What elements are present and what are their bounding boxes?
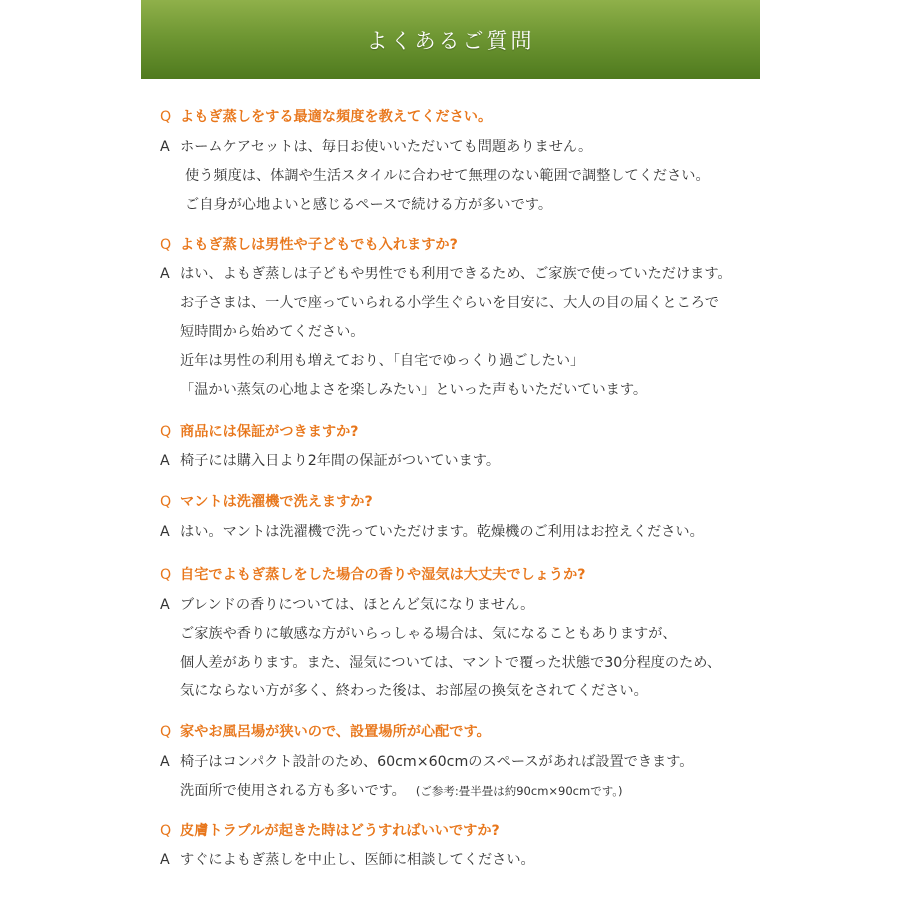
question-text: 皮膚トラブルが起きた時はどうすればいいですか?	[180, 823, 500, 839]
answer-text: 洗面所で使用される方も多いです。	[180, 783, 406, 799]
answer-text: ホームケアセットは、毎日お使いいただいても問題ありません。	[180, 139, 593, 155]
q-mark: Q	[160, 567, 172, 583]
answer-line: ご自身が心地よいと感じるペースで続ける方が多いです。	[185, 197, 553, 213]
answer-line: ご家族や香りに敏感な方がいらっしゃる場合は、気になることもありますが、	[180, 626, 677, 642]
q-mark: Q	[160, 424, 172, 440]
question-text: よもぎ蒸しをする最適な頻度を教えてください。	[180, 109, 493, 125]
a-mark: A	[160, 754, 170, 770]
a-mark: A	[160, 453, 170, 469]
question	[160, 722, 491, 742]
question	[160, 107, 492, 127]
answer-line: 個人差があります。また、湿気については、マントで覆った状態で30分程度のため、	[180, 655, 722, 671]
answer-line: 短時間から始めてください。	[180, 324, 365, 340]
answer	[160, 850, 535, 870]
a-mark: A	[160, 266, 170, 282]
question-text: 商品には保証がつきますか?	[180, 424, 359, 440]
question	[160, 422, 358, 442]
a-mark: A	[160, 524, 170, 540]
question	[160, 235, 458, 255]
question	[160, 565, 585, 585]
reference-note: (ご参考:畳半畳は約90cm×90cmです。)	[415, 784, 623, 798]
answer-line: 近年は男性の利用も増えており、「自宅でゆっくり過ごしたい」	[180, 353, 585, 369]
answer-text: ブレンドの香りについては、ほとんど気になりません。	[180, 597, 535, 613]
answer-text: すぐによもぎ蒸しを中止し、医師に相談してください。	[180, 852, 535, 868]
answer-text: はい。マントは洗濯機で洗っていただけます。乾燥機のご利用はお控えください。	[180, 524, 704, 540]
question-text: よもぎ蒸しは男性や子どもでも入れますか?	[180, 237, 458, 253]
answer	[160, 752, 693, 772]
question	[160, 821, 500, 841]
answer-line: お子さまは、一人で座っていられる小学生ぐらいを目安に、大人の目の届くところで	[180, 295, 719, 311]
answer	[160, 264, 732, 284]
question-text: 家やお風呂場が狭いので、設置場所が心配です。	[180, 724, 491, 740]
q-mark: Q	[160, 494, 172, 510]
answer-line: 「温かい蒸気の心地よさを楽しみたい」といった声もいただいています。	[180, 382, 648, 398]
answer	[160, 137, 592, 157]
answer	[160, 522, 704, 542]
question-text: 自宅でよもぎ蒸しをした場合の香りや湿気は大丈夫でしょうか?	[180, 567, 586, 583]
answer-line	[180, 781, 623, 801]
a-mark: A	[160, 852, 170, 868]
q-mark: Q	[160, 109, 172, 125]
answer-line: 気にならない方が多く、終わった後は、お部屋の換気をされてください。	[180, 683, 648, 699]
answer-text: はい、よもぎ蒸しは子どもや男性でも利用できるため、ご家族で使っていただけます。	[180, 266, 732, 282]
page-title: よくあるご質問	[366, 28, 535, 53]
answer	[160, 451, 500, 471]
answer-text: 椅子には購入日より2年間の保証がついています。	[180, 453, 501, 469]
answer	[160, 595, 534, 615]
answer-line: 使う頻度は、体調や生活スタイルに合わせて無理のない範囲で調整してください。	[185, 168, 710, 184]
a-mark: A	[160, 139, 170, 155]
faq-header-banner	[141, 0, 760, 79]
question-text: マントは洗濯機で洗えますか?	[180, 494, 373, 510]
q-mark: Q	[160, 237, 172, 253]
a-mark: A	[160, 597, 170, 613]
answer-text: 椅子はコンパクト設計のため、60cm×60cmのスペースがあれば設置できます。	[180, 754, 694, 770]
question	[160, 492, 373, 512]
q-mark: Q	[160, 823, 172, 839]
q-mark: Q	[160, 724, 172, 740]
